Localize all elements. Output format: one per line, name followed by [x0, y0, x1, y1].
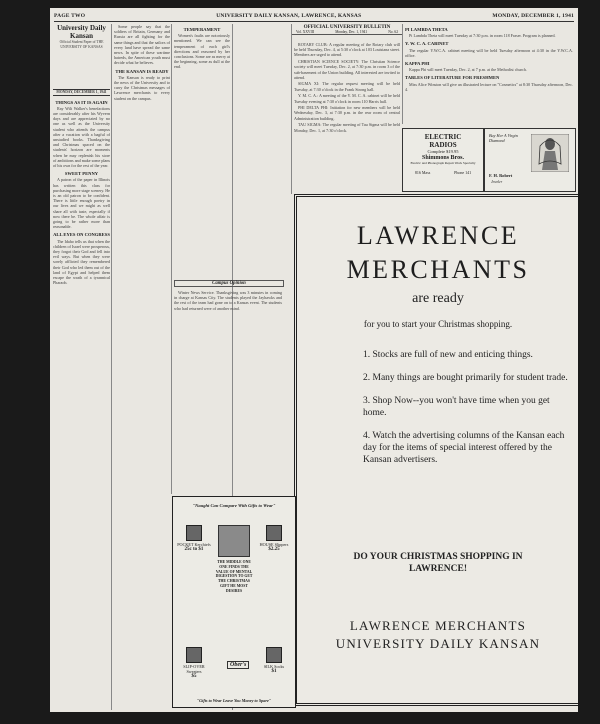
radio-ad-price: Complete $19.95: [427, 149, 459, 154]
kerchief-icon: [186, 525, 202, 541]
editorial-heading: SWEET PENNY: [64, 171, 99, 177]
university-bulletin: [292, 24, 402, 35]
radio-ad-detail: Electric and Phonograph Repair Work Specialty: [410, 161, 476, 165]
news-column: [174, 24, 230, 274]
masthead-dateline: MONDAY, DECEMBER 1, 1941: [53, 89, 110, 96]
column-divider: [171, 24, 172, 494]
page-number: PAGE TWO: [54, 13, 86, 19]
bulletin-title: OFFICIAL UNIVERSITY BULLETIN: [303, 24, 391, 30]
jeweler-name: F. H. Robert: [489, 173, 513, 178]
campus-opinion-heading: Campus Opinion: [174, 280, 284, 287]
bulletin-notices: [294, 42, 400, 192]
lawrence-merchants-ad: [294, 194, 578, 706]
editorial-heading: ALL EYES ON CONGRESS: [53, 232, 110, 238]
gifts-ad-headline: "Naught Can Compare With Gifts to Wear": [192, 503, 276, 508]
sponsor-line: LAWRENCE MERCHANTS: [349, 618, 527, 633]
store-logo: Ober's: [227, 661, 249, 669]
jeweler-role: Jeweler: [491, 180, 503, 184]
opinion-column: [174, 290, 282, 490]
gift-item: [177, 525, 211, 552]
gift-item-price: $5: [191, 674, 197, 679]
editorial-body: A patron of the paper in Illinois has written this class for purchasing more stage scenery. He is an old patron to be confident. There is little enough poetry in our lives and we might as well share all with taste, especially if now there be. The whole affair is going to be rather more than reasonable.: [53, 177, 110, 230]
gift-item-price: $2.25: [268, 547, 280, 552]
article-body: The Kansan is ready to print the news of the University and to carry the Christmas messages of Lawrence merchants to every student on the campus.: [114, 74, 170, 101]
column-divider: [402, 24, 403, 124]
closing-line: DO YOUR CHRISTMAS SHOPPING IN: [353, 552, 523, 562]
bulletin-number: No. 62: [388, 30, 398, 34]
gift-item-price: 25c to $1: [184, 547, 204, 552]
article-heading: THE KANSAN IS READY: [115, 68, 169, 74]
column-divider: [111, 24, 112, 710]
merchants-point: 4. Watch the advertising columns of the Kansan each day for the items of special interest offered by the Kansan advertisers.: [363, 431, 565, 465]
radio-advertisement: [402, 128, 484, 192]
radio-ad-address: 816 Mass: [414, 170, 431, 175]
merchants-points: [363, 349, 569, 477]
jeweler-tagline: Buy Her A Virgin Diamond: [489, 133, 518, 144]
gift-item-name: POCKET Kerchiefs: [177, 542, 211, 547]
bulletin-notice: SIGMA XI: The regular request meeting will be held Tuesday, at 7:30 o'clock in the Frank Strong hall.: [294, 81, 400, 92]
socks-icon: [266, 647, 282, 663]
article-body: Women's faults are notoriously mentioned. We can see the temperament of each girl's directions and reasoned by her conclusions. Some are as merry at the beginning, some as dull at the end.: [174, 33, 230, 70]
bulletin-notice: PHI DELTA PHI: Initiation for new members will be held Wednesday, Dec. 3, at 7:30 p.m. in the rear room of central Administration building.: [294, 105, 400, 121]
gift-item: [177, 647, 211, 679]
editorial-heading: THINGS AS IT IS AGAIN: [55, 99, 108, 105]
masthead-subtitle: Official Student Paper of THE UNIVERSITY OF KANSAS: [59, 40, 104, 49]
merchants-title-line1: LAWRENCE: [356, 221, 520, 250]
gifts-ad-footer: "Gifts to Wear Leave You Money to Spare": [196, 698, 272, 703]
merchants-title-line2: MERCHANTS: [346, 255, 530, 284]
merchants-point: 3. Shop Now--you won't have time when you get home.: [363, 396, 550, 418]
closing-line: LAWRENCE!: [408, 564, 468, 574]
gift-item-name: SLIP-OVER Sweaters: [183, 664, 205, 674]
slipper-icon: [266, 525, 282, 541]
gift-ad-center: [213, 525, 255, 594]
gift-item-name: SILK Socks: [263, 664, 285, 669]
sponsor-line: UNIVERSITY DAILY KANSAN: [335, 636, 541, 651]
merchants-point: 2. Many things are bought primarily for student trade.: [363, 373, 568, 383]
sweater-icon: [186, 647, 202, 663]
merchants-subtitle: are ready: [412, 291, 464, 306]
article-heading: TEMPERAMENT: [183, 27, 221, 32]
notice-heading: PI LAMBDA THETA: [405, 27, 448, 32]
bulletin-notice: CHRISTIAN SCIENCE SOCIETY: The Christian Science society will meet Tuesday, Dec. 2, at 7:30 p.m. in room 3 of the sub-basement of the Union building. All interested are invited to attend.: [294, 59, 400, 80]
bulletin-date: Monday, Dec. 1, 1941: [335, 30, 368, 34]
merchants-sponsors: [297, 617, 578, 653]
gifts-to-wear-ad: [172, 496, 296, 708]
gift-item-name: HOUSE Slippers: [259, 542, 289, 547]
notice-heading: KAPPA PHI: [405, 61, 430, 67]
column-divider: [291, 24, 292, 194]
gift-illustration: [218, 525, 250, 557]
gift-item: [257, 525, 291, 552]
article-body: Some people say that the soldiers of Britain, Germany and Russia are all fighting for the same things and that the sailors of every land have spread the same news. In spite of these wartime hatreds, the American youth must decide what he believes.: [114, 24, 170, 66]
gift-item-price: $1: [271, 669, 277, 674]
jeweler-advertisement: [484, 128, 576, 192]
gift-ad-center-text: THE MIDDLE ONE ONE FINDS THE VALUE OF MENTAL DIGESTION TO GET THE CHRISTMAS GIFT HE MOST DESIRES: [215, 560, 253, 593]
newspaper-page: [50, 8, 578, 712]
radio-ad-phone: Phone 141: [454, 170, 472, 175]
news-column: [114, 24, 170, 494]
notice-heading: Y. W. C. A. CABINET: [405, 41, 449, 47]
merchants-intro: for you to start your Christmas shopping.: [363, 319, 513, 329]
notice-body: The regular Y.W.C.A. cabinet meeting will be held Tuesday afternoon at 4:30 in the Y.W.C.A. office.: [405, 47, 573, 58]
bulletin-notice: Y. M. C. A.: A meeting of the Y. M. C. A. cabinet will be held Tuesday evening at 7:30 o'clock in room 110 Harris hall.: [294, 93, 400, 104]
notice-body: Miss Alice Winston will give an illustrated lecture on "Cosmetics" at 8:30 Thursday afternoon, Dec. 4.: [405, 81, 573, 92]
radio-ad-line1: ELECTRIC: [424, 133, 462, 141]
bride-illustration: [531, 134, 569, 172]
page-header: [54, 11, 574, 22]
paper-name: UNIVERSITY DAILY KANSAN, LAWRENCE, KANSAS: [216, 13, 362, 19]
radio-ad-store: Shimmons Bros.: [422, 155, 464, 161]
merchants-point: 1. Stocks are full of new and enticing things.: [363, 350, 533, 360]
gift-item: [257, 647, 291, 674]
editorial-body: Ray Wilt Walker's benefactions are considerably after his Wyvern days and are appreciated by no one as well as the University student who attends the campus after a vacation with a bagful of unstudied books. Thanksgiving and Christmas spaced on the students' horizon are moments when he may replenish his store of ambitions and make some plans of his own for the rest of the year.: [53, 105, 110, 168]
editorial-column: [53, 24, 110, 710]
notices-column: [405, 24, 573, 126]
merchants-closing: [297, 551, 578, 575]
notice-heading: TABLES OF LITERATURE FOR FRESHMEN: [405, 75, 500, 81]
masthead-title: University Daily Kansan: [57, 24, 106, 40]
article-body: Winter News Service. Thanksgiving was 3 minutes in coming in charge at Kansas City. The students played the Jayhawks and the rest of the team had gone on to a Kansas event. The students who had returned were of another mind.: [174, 290, 282, 311]
bulletin-volume: Vol. XXVIII: [296, 30, 315, 34]
radio-ad-line2: RADIOS: [429, 141, 457, 149]
notice-body: Kappa Phi will meet Tuesday, Dec. 2, at 7 p.m. at the Methodist church.: [409, 67, 527, 73]
page-date: MONDAY, DECEMBER 1, 1941: [492, 13, 574, 19]
bulletin-notice: TAU SIGMA: The regular meeting of Tau Sigma will be held Monday, Dec. 1, at 7:30 o'clock.: [294, 122, 400, 133]
notice-body: Pi Lambda Theta will meet Tuesday at 7:30 p.m. in room 118 Fraser. Program is planned.: [409, 33, 556, 39]
bulletin-notice: ROTARY CLUB: A regular meeting of the Rotary club will be held Thursday, Dec. 4, at 5:30 o'clock at 103 Louisiana street. Members are urged to attend.: [294, 42, 400, 58]
editorial-body: The Idaho tells us that when the children of Israel were prosperous, they forgot their God and fell into evil ways. But when they were sorely afflicted they remembered their God who led them out of the land of Egypt and helped them escape the wrath of a tyrannical Pharaoh.: [53, 238, 110, 286]
